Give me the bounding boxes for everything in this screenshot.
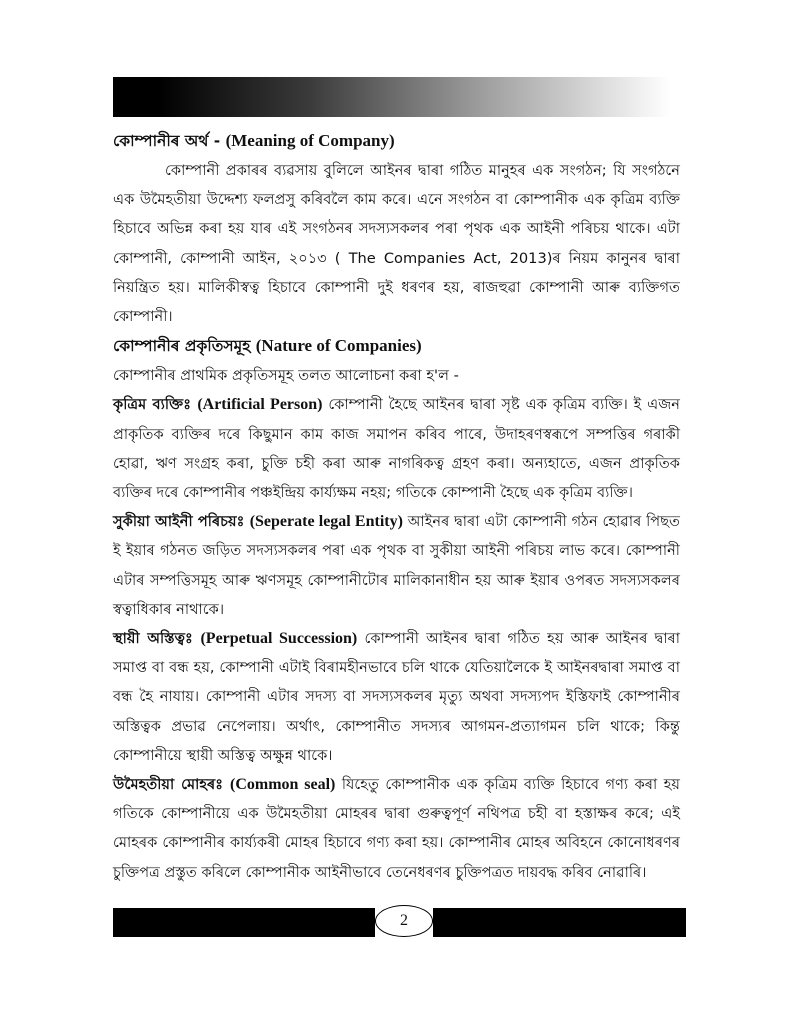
text-legal-entity: আইনৰ দ্বাৰা এটা কোম্পানী গঠন হোৱাৰ পিছত ই ইয়াৰ গঠনত জড়িত সদস্যসকলৰ পৰা এক পৃথক বা সুকীয়া আইনী পৰিচয় লাভ কৰে। কোম্পানী এটাৰ সম্পত্তিসমূহ আৰু ঋণসমূহ কোম্পানীটোৰ মালিকানাধীন হয় আৰু ইয়াৰ ওপৰত সদস্যসকলৰ স্বত্বাধিকাৰ নাথাকে। bbox=[113, 513, 680, 618]
lead-legal-bn: সুকীয়া আইনী পৰিচয়ঃ bbox=[113, 513, 250, 531]
page-number: 2 bbox=[375, 905, 433, 937]
lead-artificial-en: (Artificial Person) bbox=[197, 396, 323, 414]
heading-meaning-bn: কোম্পানীৰ অৰ্থ - bbox=[113, 132, 226, 150]
paragraph-nature-intro: কোম্পানীৰ প্ৰাথমিক প্ৰকৃতিসমূহ তলত আলোচনা কৰা হ'ল - bbox=[113, 367, 459, 385]
paragraph-artificial-person bbox=[113, 390, 680, 507]
heading-nature-bn: কোম্পানীৰ প্ৰকৃতিসমূহ bbox=[113, 337, 256, 356]
lead-perpetual-bn: স্থায়ী অস্তিত্বঃ bbox=[113, 630, 201, 648]
page-content bbox=[113, 126, 680, 887]
lead-legal-en: (Seperate legal Entity) bbox=[249, 513, 403, 531]
text-perpetual-succession: কোম্পানী আইনৰ দ্বাৰা গঠিত হয় আৰু আইনৰ দ্বাৰা সমাপ্ত বা বন্ধ হয়, কোম্পানী এটাই বিৰামহীনভাবে চলি থাকে যেতিয়ালৈকে ই আইনৰদ্বাৰা সমাপ্ত বা বন্ধ হৈ নাযায়। কোম্পানী এটাৰ সদস্য বা সদস্যসকলৰ মৃত্যু অথবা সদস্যপদ ইস্তিফাই কোম্পানীৰ অস্তিত্বক প্ৰভাৱ নেপেলায়। অৰ্থাৎ, কোম্পানীত সদস্যৰ আগমন-প্ৰত্যাগমন চলি থাকে; কিন্তু কোম্পানীয়ে স্থায়ী অস্তিত্ব অক্ষুন্ন থাকে। bbox=[113, 630, 681, 764]
heading-meaning bbox=[113, 126, 680, 156]
paragraph-legal-entity bbox=[113, 507, 680, 624]
lead-artificial-bn: কৃত্ৰিম ব্যক্তিঃ bbox=[113, 396, 198, 414]
text-common-seal: যিহেতু কোম্পানীক এক কৃত্ৰিম ব্যক্তি হিচাবে গণ্য কৰা হয় গতিকে কোম্পানীয়ে এক উমৈহতীয়া মোহৰৰ দ্বাৰা গুৰুত্বপূৰ্ণ নথিপত্ৰ চহী বা হস্তাক্ষৰ কৰে; এই মোহৰক কোম্পানীৰ কাৰ্য্যকৰী মোহৰ হিচাবে গণ্য কৰা হয়। কোম্পানীৰ মোহৰ অবিহনে কোনোধৰণৰ চুক্তিপত্ৰ প্ৰস্তুত কৰিলে কোম্পানীক আইনীভাবে তেনেধৰণৰ চুক্তিপত্ৰত দায়বদ্ধ কৰিব নোৱাৰি। bbox=[113, 776, 680, 881]
lead-common-seal bbox=[113, 776, 335, 793]
heading-nature bbox=[113, 331, 680, 361]
paragraph-perpetual-succession bbox=[113, 624, 680, 770]
footer-bar-left bbox=[113, 908, 375, 937]
lead-seal-en: (Common seal) bbox=[229, 776, 336, 794]
header-bar bbox=[113, 77, 670, 117]
footer-bar-right bbox=[433, 908, 686, 937]
lead-seal-bn: উমৈহতীয়া মোহৰঃ bbox=[113, 776, 230, 794]
lead-perpetual-en: (Perpetual Succession) bbox=[200, 630, 358, 648]
paragraph-common-seal bbox=[113, 770, 680, 887]
lead-artificial-person bbox=[113, 396, 323, 413]
heading-meaning-en: (Meaning of Company) bbox=[225, 131, 395, 150]
heading-nature-en: (Nature of Companies) bbox=[255, 336, 422, 356]
text-artificial-person: কোম্পানী হৈছে আইনৰ দ্বাৰা সৃষ্ট এক কৃত্ৰিম ব্যক্তি। ই এজন প্ৰাকৃতিক ব্যক্তিৰ দৰে কিছুমান কাম কাজ সমাপন কৰিব পাৰে, উদাহৰণস্বৰূপে সম্পত্তিৰ গৰাকী হোৱা, ঋণ সংগ্ৰহ কৰা, চুক্তি চহী কৰা আৰু নাগৰিকত্ব গ্ৰহণ কৰা। অন্যহাতে, এজন প্ৰাকৃতিক ব্যক্তিৰ দৰে কোম্পানীৰ পঞ্চইন্দ্ৰিয় কাৰ্য্যক্ষম নহয়; গতিকে কোম্পানী হৈছে এক কৃত্ৰিম ব্যক্তি। bbox=[113, 396, 681, 502]
page-footer bbox=[113, 905, 686, 939]
lead-perpetual-succession bbox=[113, 630, 357, 647]
lead-legal-entity bbox=[113, 513, 403, 530]
paragraph-meaning: কোম্পানী প্ৰকাৰৰ ব্যৱসায় বুলিলে আইনৰ দ্বাৰা গঠিত মানুহৰ এক সংগঠন; যি সংগঠনে এক উমৈহতীয়া উদ্দেশ্য ফলপ্ৰসু কৰিবলৈ কাম কৰে। এনে সংগঠন বা কোম্পানীক এক কৃত্ৰিম ব্যক্তি হিচাবে অভিন্ন কৰা হয় যাৰ এই সংগঠনৰ সদস্যসকলৰ পৰা পৃথক এক আইনী পৰিচয় থাকে। এটা কোম্পানী, কোম্পানী আইন, ২০১৩ ( The Companies Act, 2013)ৰ নিয়ম কানুনৰ দ্বাৰা নিয়ন্ত্ৰিত হয়। মালিকীস্বত্ব হিচাবে কোম্পানী দুই ধৰণৰ হয়, ৰাজহুৱা কোম্পানী আৰু ব্যক্তিগত কোম্পানী। bbox=[113, 162, 680, 326]
